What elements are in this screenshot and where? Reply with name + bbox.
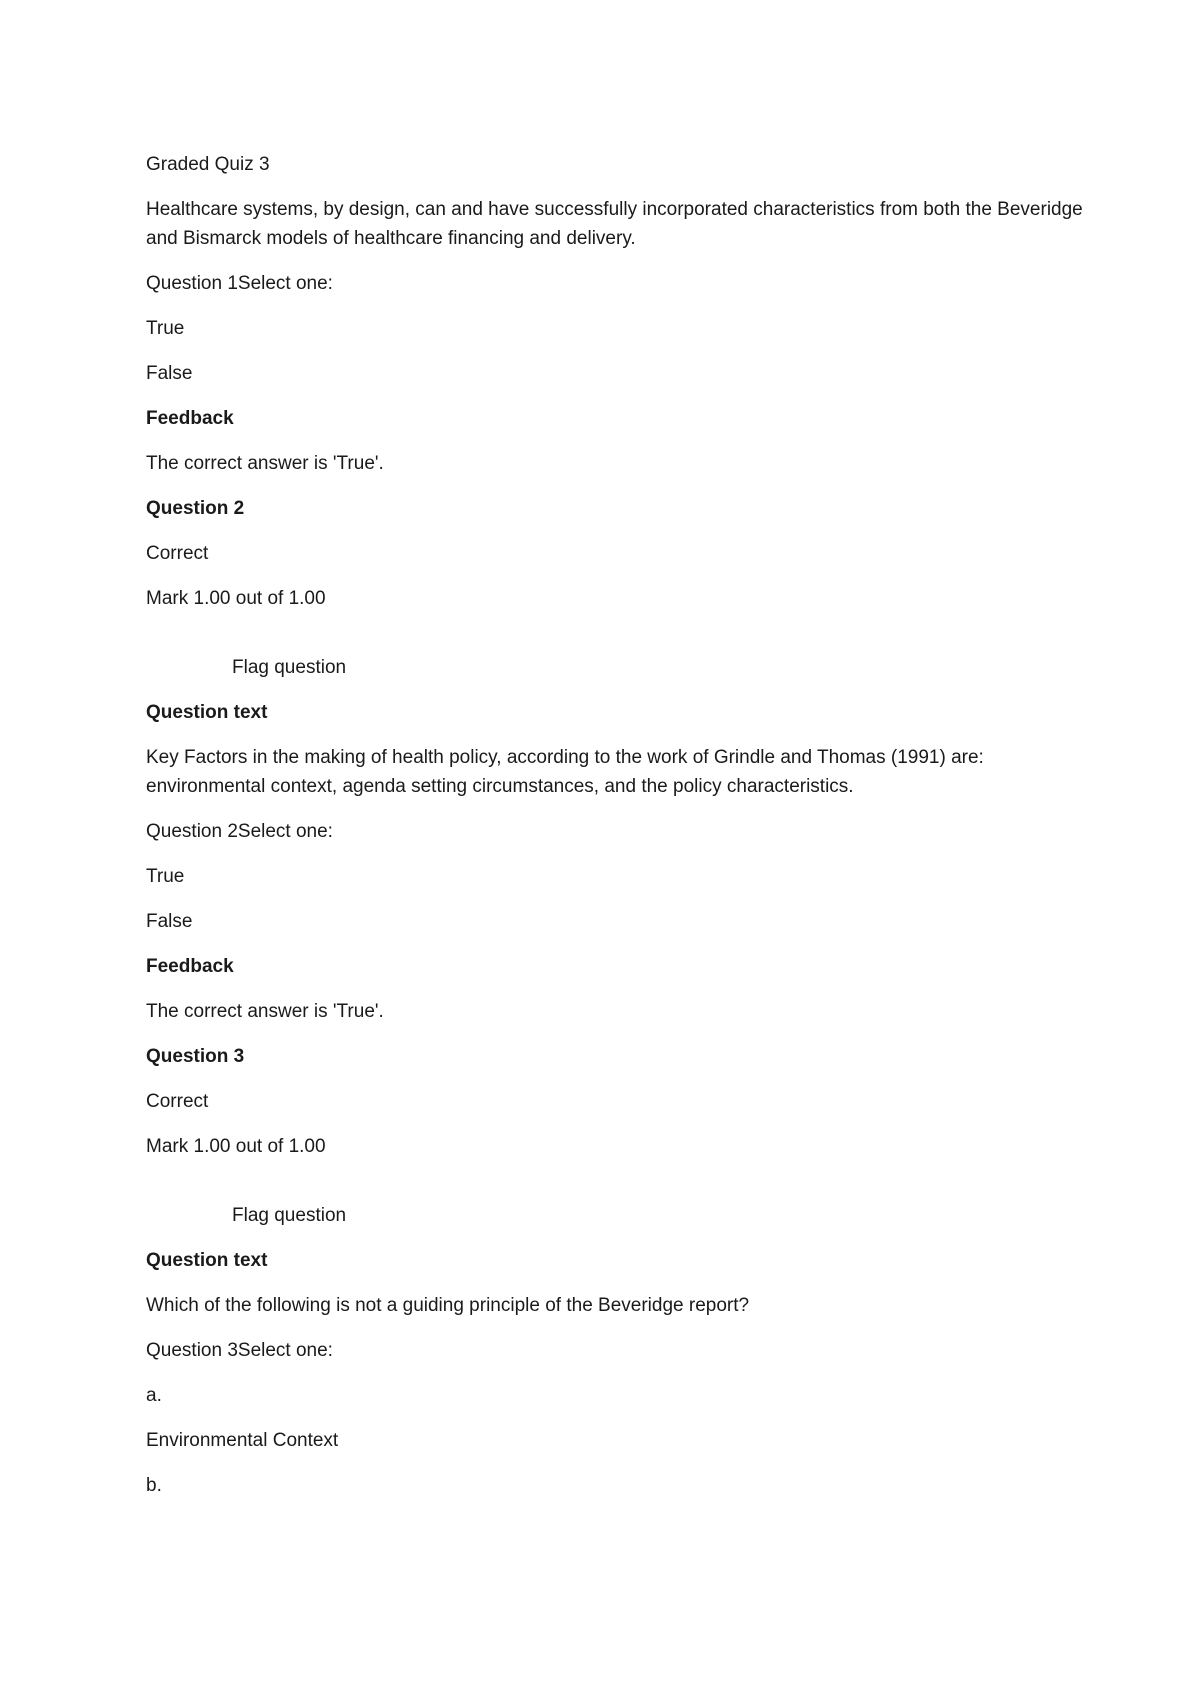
q2-status: Correct [146,543,209,564]
q2-question-text-heading: Question text [146,702,268,723]
q2-select-label: Question 2Select one: [146,821,333,842]
q2-option-true: True [146,866,185,887]
q3-option-b-letter: b. [146,1475,162,1496]
q3-question-text-heading: Question text [146,1250,268,1271]
q3-flag-question[interactable]: Flag question [232,1205,347,1226]
q3-status: Correct [146,1091,209,1112]
q2-mark: Mark 1.00 out of 1.00 [146,588,326,609]
q2-feedback-heading: Feedback [146,956,234,977]
q3-option-a-letter: a. [146,1385,162,1406]
q1-feedback-heading: Feedback [146,408,234,429]
q1-option-false: False [146,363,193,384]
q2-option-false: False [146,911,193,932]
q3-select-label: Question 3Select one: [146,1340,333,1361]
q1-feedback-text: The correct answer is 'True'. [146,453,384,474]
q1-select-label: Question 1Select one: [146,273,333,294]
q1-option-true: True [146,318,185,339]
q2-feedback-text: The correct answer is 'True'. [146,1001,384,1022]
q2-heading: Question 2 [146,498,245,519]
q2-flag-question[interactable]: Flag question [232,657,347,678]
quiz-title: Graded Quiz 3 [146,154,270,175]
document-page [146,150,1086,1500]
q3-heading: Question 3 [146,1046,245,1067]
q1-question-text: Healthcare systems, by design, can and have successfully incorporated characteristics from both the Beveridge and Bismarck models of healthcare financing and delivery. [146,199,1083,249]
q3-question-text: Which of the following is not a guiding principle of the Beveridge report? [146,1295,750,1316]
q2-question-text: Key Factors in the making of health policy, according to the work of Grindle and Thomas (1991) are: environmental context, agenda setting circumstances, and the policy characteristics. [146,747,984,797]
q3-mark: Mark 1.00 out of 1.00 [146,1136,326,1157]
q3-option-a-text: Environmental Context [146,1430,339,1451]
